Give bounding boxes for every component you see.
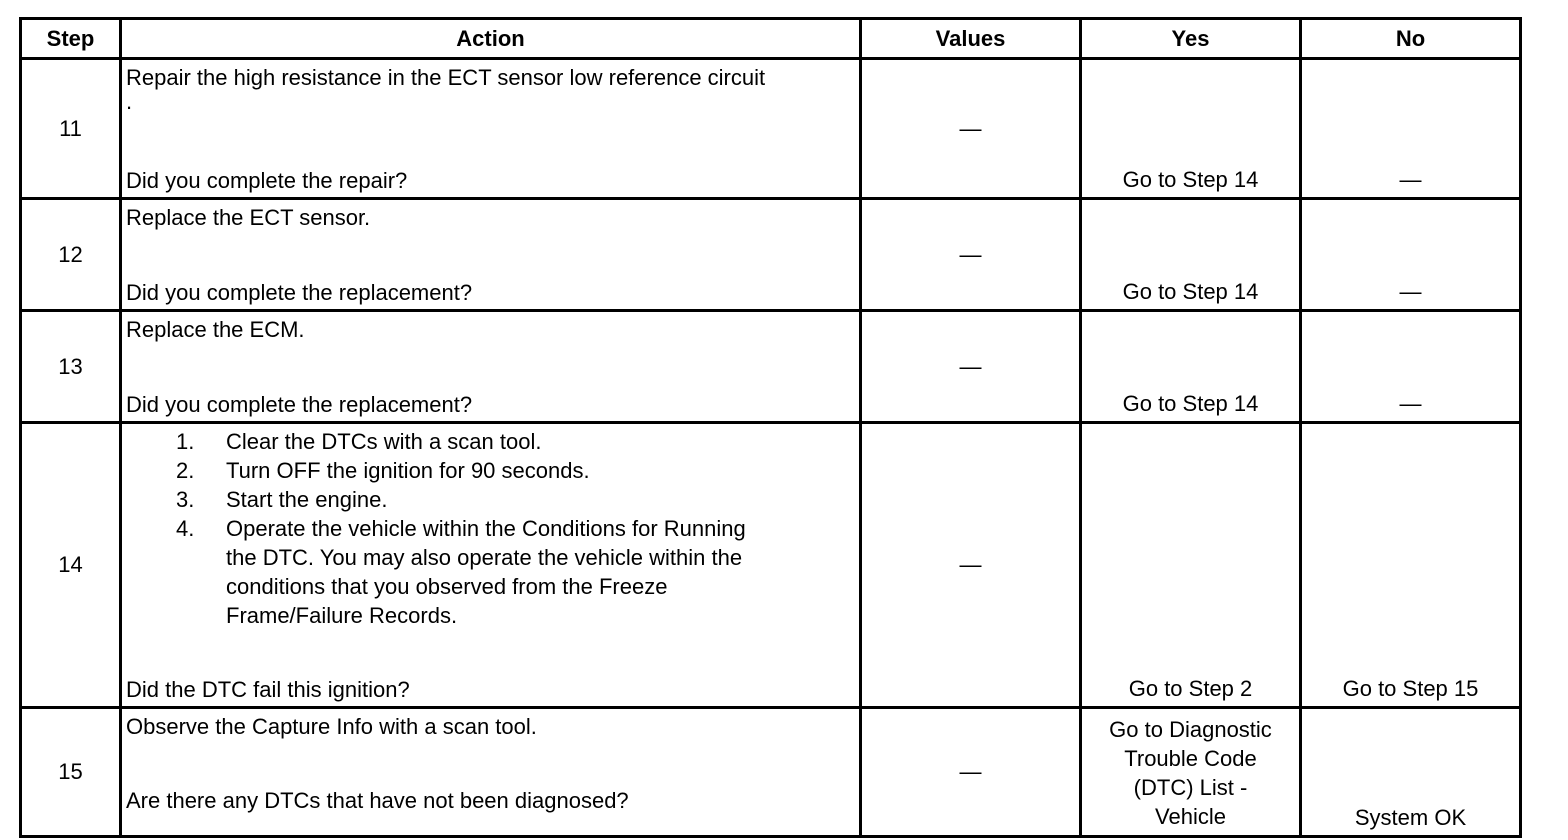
list-item-line: Frame/Failure Records. <box>226 603 458 628</box>
values-cell: — <box>861 311 1081 423</box>
yes-cell: Go to Step 14 <box>1081 199 1301 311</box>
action-cell <box>121 59 861 199</box>
header-values: Values <box>861 19 1081 59</box>
list-item <box>176 485 855 514</box>
no-cell: Go to Step 15 <box>1301 423 1521 708</box>
header-row <box>21 19 1521 59</box>
list-item <box>176 456 855 485</box>
list-item-text <box>226 485 855 514</box>
step-number: 11 <box>21 59 121 199</box>
list-item-number: 3. <box>176 487 195 512</box>
header-step: Step <box>21 19 121 59</box>
table-row <box>21 199 1521 311</box>
action-question: Did you complete the repair? <box>126 168 408 193</box>
diagnostic-table <box>19 17 1522 838</box>
no-cell: — <box>1301 311 1521 423</box>
list-item-line: conditions that you observed from the Freeze <box>226 574 668 599</box>
yes-line: Trouble Code <box>1124 746 1257 771</box>
values-cell: — <box>861 199 1081 311</box>
list-item-line: the DTC. You may also operate the vehicle within the <box>226 545 743 570</box>
action-cell <box>121 708 861 837</box>
action-steps-list <box>126 424 855 630</box>
no-cell: — <box>1301 199 1521 311</box>
list-item-number: 1. <box>176 429 195 454</box>
header-yes: Yes <box>1081 19 1301 59</box>
list-item-text <box>226 456 855 485</box>
action-instruction: Replace the ECT sensor. <box>126 205 371 230</box>
yes-cell: Go to Step 14 <box>1081 59 1301 199</box>
step-number: 14 <box>21 423 121 708</box>
action-line: . <box>126 89 133 114</box>
header-action: Action <box>121 19 861 59</box>
action-question: Did you complete the replacement? <box>126 280 473 305</box>
list-item-line: Clear the DTCs with a scan tool. <box>226 429 542 454</box>
header-no: No <box>1301 19 1521 59</box>
values-cell: — <box>861 708 1081 837</box>
list-item-number: 2. <box>176 458 195 483</box>
action-cell <box>121 199 861 311</box>
list-item-text <box>226 427 855 456</box>
action-cell <box>121 311 861 423</box>
action-line: Repair the high resistance in the ECT sensor low reference circuit <box>126 65 766 90</box>
no-cell: — <box>1301 59 1521 199</box>
table-row <box>21 708 1521 837</box>
action-instruction <box>126 60 855 112</box>
list-item-line: Turn OFF the ignition for 90 seconds. <box>226 458 590 483</box>
list-item <box>176 514 855 630</box>
list-item-line: Start the engine. <box>226 487 388 512</box>
yes-line: (DTC) List - <box>1133 775 1248 800</box>
values-cell: — <box>861 423 1081 708</box>
step-number: 12 <box>21 199 121 311</box>
action-cell <box>121 423 861 708</box>
action-instruction: Observe the Capture Info with a scan tool. <box>126 714 537 739</box>
action-question: Did the DTC fail this ignition? <box>126 677 410 702</box>
yes-cell: Go to Step 2 <box>1081 423 1301 708</box>
action-question: Are there any DTCs that have not been diagnosed? <box>126 788 629 813</box>
yes-cell: Go to Step 14 <box>1081 311 1301 423</box>
no-cell: System OK <box>1301 708 1521 837</box>
yes-line: Go to Diagnostic <box>1109 717 1272 742</box>
list-item-line: Operate the vehicle within the Conditions for Running <box>226 516 746 541</box>
table-row <box>21 423 1521 708</box>
table-row <box>21 311 1521 423</box>
table-row <box>21 59 1521 199</box>
step-number: 15 <box>21 708 121 837</box>
step-number: 13 <box>21 311 121 423</box>
yes-line: Vehicle <box>1155 804 1226 829</box>
action-question: Did you complete the replacement? <box>126 392 473 417</box>
list-item-text <box>226 514 855 630</box>
list-item <box>176 427 855 456</box>
values-cell: — <box>861 59 1081 199</box>
yes-cell <box>1081 708 1301 837</box>
action-instruction: Replace the ECM. <box>126 317 305 342</box>
list-item-number: 4. <box>176 516 195 541</box>
